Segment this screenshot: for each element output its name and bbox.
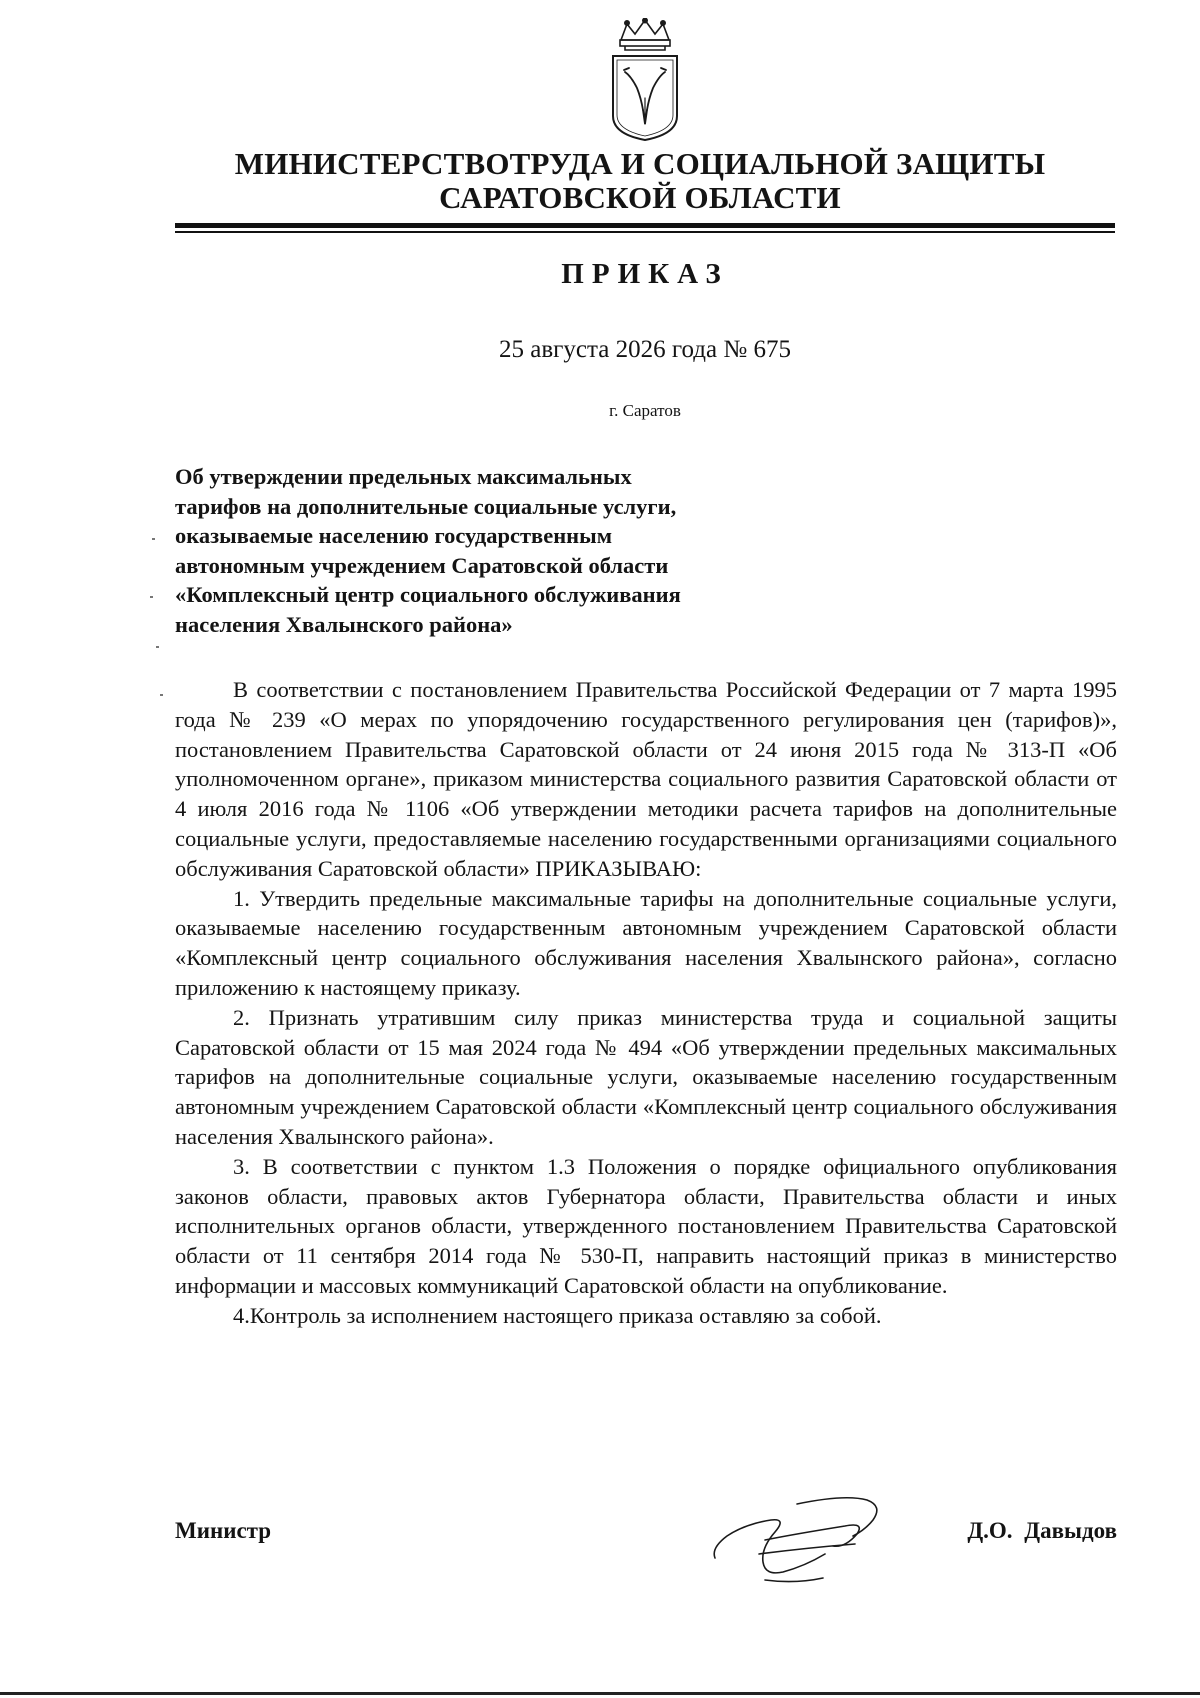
header-divider-thin: [175, 231, 1115, 233]
signatory-name: Д.О. Давыдов: [967, 1518, 1117, 1543]
subject-line: тарифов на дополнительные социальные услуги,: [175, 493, 677, 519]
handwritten-signature-icon: [705, 1496, 925, 1588]
ministry-name-line1: МИНИСТЕРСТВОТРУДА И СОЦИАЛЬНОЙ ЗАЩИТЫ: [234, 146, 1046, 181]
order-city: г. Саратов: [609, 401, 681, 420]
body-paragraph-item-1: 1. Утвердить предельные максимальные тарифы на дополнительные социальные услуги, оказываемые населению государственным автономным учреждением Саратовской области «Комплексный центр социального обслуживания населения Хвалынского района», согласно приложению к настоящему приказу.: [175, 885, 1117, 1000]
scan-speck: [156, 646, 159, 648]
subject-line: оказываемые населению государственным: [175, 523, 613, 548]
subject-line: населения Хвалынского района»: [175, 611, 513, 637]
order-subject: [175, 462, 775, 639]
order-date-number: 25 августа 2026 года № 675: [499, 336, 791, 363]
scan-speck: [152, 538, 155, 540]
scan-speck: [160, 694, 163, 696]
subject-line: автономным учреждением Саратовской области: [175, 552, 669, 578]
order-body: [175, 675, 1117, 1331]
header-divider-thick: [175, 223, 1115, 228]
page-bottom-edge: [0, 1692, 1200, 1695]
subject-line: Об утверждении предельных максимальных: [175, 464, 632, 489]
saratov-coat-of-arms-icon: [607, 18, 683, 142]
subject-line: «Комплексный центр социального обслуживания: [175, 582, 681, 607]
body-paragraph-item-2: 2. Признать утратившим силу приказ министерства труда и социальной защиты Саратовской области от 15 мая 2024 года № 494 «Об утверждении предельных максимальных тарифов на дополнительные социальные услуги, оказываемые населению государственным автономным учреждением Саратовской области «Комплексный центр социального обслуживания населения Хвалынского района».: [175, 1004, 1117, 1149]
ministry-name-line2: САРАТОВСКОЙ ОБЛАСТИ: [439, 180, 841, 215]
body-paragraph-preamble: В соответствии с постановлением Правительства Российской Федерации от 7 марта 1995 года № 239 «О мерах по упорядочению государственного регулирования цен (тарифов)», постановлением Правительства Саратовской области от 24 июня 2015 года № 313-П «Об уполномоченном органе», приказом министерства социального развития Саратовской области от 4 июля 2016 года № 1106 «Об утверждении методики расчета тарифов на дополнительные социальные услуги, предоставляемые населению государственными организациями социального обслуживания Саратовской области» ПРИКАЗЫВАЮ:: [175, 677, 1117, 881]
ministry-name: [160, 147, 1120, 215]
body-paragraph-item-3: 3. В соответствии с пунктом 1.3 Положения о порядке официального опубликования законов области, правовых актов Губернатора области, Правительства области и иных исполнительных органов области, утвержденного постановлением Правительства Саратовской области от 11 сентября 2014 года № 530-П, направить настоящий приказ в министерство информации и массовых коммуникаций Саратовской области на опубликование.: [175, 1153, 1117, 1298]
signatory-role: Министр: [175, 1518, 272, 1543]
body-paragraph-item-4: 4.Контроль за исполнением настоящего приказа оставляю за собой.: [233, 1302, 882, 1328]
order-title: ПРИКАЗ: [561, 258, 729, 290]
scan-speck: [150, 596, 153, 598]
